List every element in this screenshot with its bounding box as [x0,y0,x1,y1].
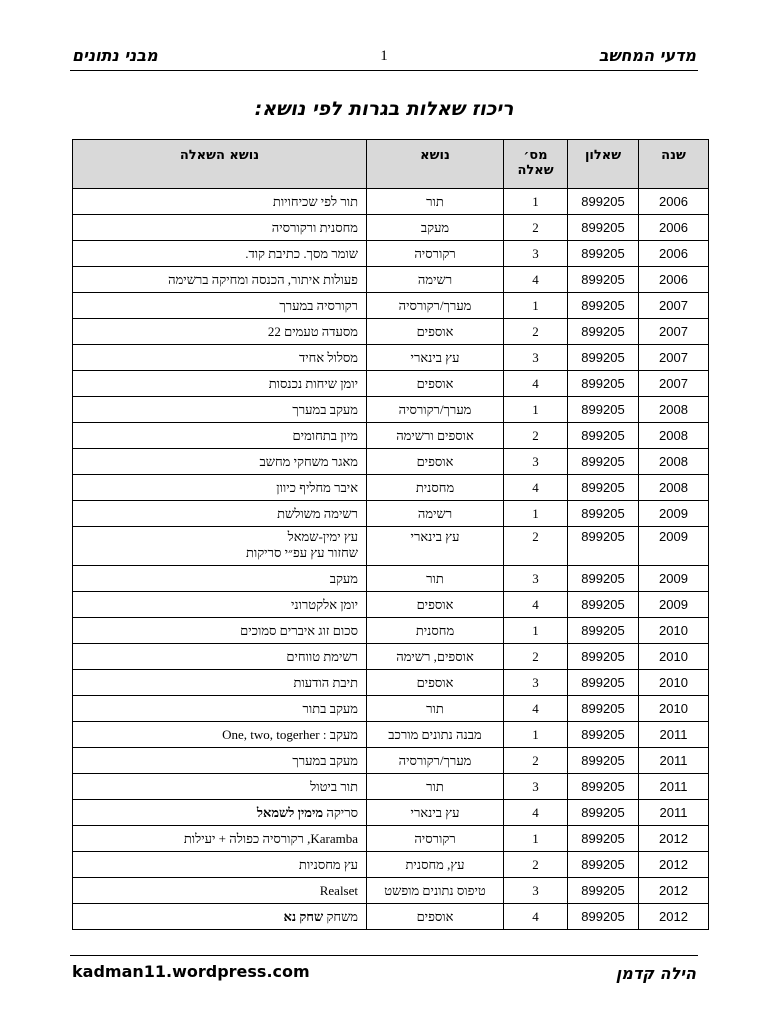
subject-text: תור ביטול [310,778,358,794]
subject-text-line2: שחזור עץ עפ״י סריקות [245,545,358,560]
table-body [73,189,709,930]
cell-subject [73,189,367,215]
table-row [73,878,709,904]
cell-paper: 899205 [568,670,639,696]
cell-year: 2012 [639,904,709,930]
cell-topic: עץ בינארי [367,527,504,566]
subject-text: מסעדה טעמים 22 [267,323,358,339]
subject-text: עץ מחסניות [298,856,358,872]
cell-year: 2009 [639,566,709,592]
table-header-row [73,140,709,189]
cell-topic: אוספים [367,670,504,696]
cell-qnum: 2 [504,215,568,241]
cell-year: 2008 [639,423,709,449]
cell-qnum: 4 [504,800,568,826]
cell-topic: עץ בינארי [367,345,504,371]
cell-year: 2006 [639,189,709,215]
cell-year: 2012 [639,852,709,878]
cell-topic: אוספים [367,449,504,475]
table-row [73,371,709,397]
cell-subject [73,800,367,826]
table-row [73,722,709,748]
cell-topic: אוספים ורשימה [367,423,504,449]
header-topic: מבני נתונים [72,46,158,65]
cell-topic: תור [367,566,504,592]
cell-topic: רקורסיה [367,826,504,852]
cell-subject [73,267,367,293]
cell-qnum: 3 [504,566,568,592]
subject-bold-text: מימין לשמאל [256,804,324,820]
cell-qnum: 4 [504,696,568,722]
table-row [73,800,709,826]
cell-subject [73,748,367,774]
cell-topic: תור [367,696,504,722]
table-row [73,319,709,345]
cell-paper: 899205 [568,904,639,930]
table-row [73,345,709,371]
footer-website: kadman11.wordpress.com [72,962,310,981]
cell-year: 2010 [639,696,709,722]
cell-qnum: 1 [504,722,568,748]
table-row [73,748,709,774]
cell-qnum: 3 [504,449,568,475]
cell-qnum: 3 [504,670,568,696]
cell-topic: רשימה [367,501,504,527]
page-footer [70,955,698,986]
cell-topic: מערך/רקורסיה [367,748,504,774]
table-row [73,449,709,475]
cell-qnum: 1 [504,501,568,527]
subject-bold-text: שחק נא [283,908,324,924]
subject-text: מסלול אחיד [299,349,358,365]
subject-text: יומן אלקטרוני [290,596,358,612]
cell-year: 2009 [639,527,709,566]
subject-text: מעקב [329,570,358,586]
cell-topic: מערך/רקורסיה [367,293,504,319]
cell-paper: 899205 [568,475,639,501]
cell-year: 2007 [639,371,709,397]
col-header-subject: נושא השאלה [73,140,367,189]
subject-text: פעולות איתור, הכנסה ומחיקה ברשימה [168,271,358,287]
cell-year: 2007 [639,345,709,371]
cell-topic: עץ בינארי [367,800,504,826]
cell-qnum: 2 [504,644,568,670]
subject-text: מעקב במערך [292,752,358,768]
col-header-paper: שאלון [568,140,639,189]
cell-year: 2011 [639,774,709,800]
header-subject: מדעי המחשב [598,46,696,65]
cell-qnum: 2 [504,527,568,566]
cell-qnum: 1 [504,293,568,319]
subject-text: תיבת הודעות [293,674,358,690]
subject-text: רשימה משולשת [277,505,358,521]
cell-subject [73,319,367,345]
page-header [70,44,698,71]
page-title: ריכוז שאלות בגרות לפי נושא: [254,98,514,120]
col-header-qnum: מס׳ שאלה [504,140,568,189]
cell-paper: 899205 [568,319,639,345]
cell-paper: 899205 [568,501,639,527]
questions-table [72,139,709,930]
cell-topic: טיפוס נתונים מופשט [367,878,504,904]
table-row [73,397,709,423]
cell-paper: 899205 [568,527,639,566]
cell-paper: 899205 [568,748,639,774]
table-row [73,527,709,566]
cell-year: 2008 [639,449,709,475]
cell-topic: אוספים [367,904,504,930]
cell-subject [73,527,367,566]
cell-qnum: 2 [504,423,568,449]
cell-subject [73,696,367,722]
cell-subject [73,371,367,397]
cell-paper: 899205 [568,293,639,319]
table-row [73,189,709,215]
table-row [73,501,709,527]
cell-qnum: 4 [504,475,568,501]
subject-text: מעקב בתור [302,700,358,716]
col-header-year: שנה [639,140,709,189]
cell-year: 2007 [639,319,709,345]
cell-topic: רשימה [367,267,504,293]
cell-paper: 899205 [568,800,639,826]
table-row [73,904,709,930]
cell-subject [73,215,367,241]
subject-text: מעקב במערך [292,401,358,417]
subject-text: Karamba, רקורסיה כפולה + יעילות [183,830,358,846]
cell-paper: 899205 [568,423,639,449]
cell-subject [73,878,367,904]
cell-paper: 899205 [568,878,639,904]
cell-subject [73,475,367,501]
table-row [73,696,709,722]
cell-year: 2011 [639,800,709,826]
cell-year: 2012 [639,878,709,904]
cell-year: 2012 [639,826,709,852]
cell-paper: 899205 [568,826,639,852]
subject-text: Realset [319,882,358,898]
cell-qnum: 1 [504,189,568,215]
table-row [73,475,709,501]
cell-year: 2006 [639,267,709,293]
table-row [73,670,709,696]
cell-subject [73,774,367,800]
subject-text: תור לפי שכיחויות [272,193,358,209]
cell-paper: 899205 [568,215,639,241]
cell-qnum: 2 [504,748,568,774]
subject-text: איבר מחליף כיוון [276,479,358,495]
cell-topic: אוספים [367,592,504,618]
cell-paper: 899205 [568,592,639,618]
cell-topic: מבנה נתונים מורכב [367,722,504,748]
cell-year: 2010 [639,644,709,670]
subject-text: סכום זוג איברים סמוכים [240,622,358,638]
cell-paper: 899205 [568,852,639,878]
subject-text: מעקב : One, two, togerher [222,726,358,742]
footer-author: הילה קדמן [615,964,696,983]
cell-year: 2007 [639,293,709,319]
cell-qnum: 1 [504,397,568,423]
cell-subject [73,449,367,475]
cell-topic: מערך/רקורסיה [367,397,504,423]
table-row [73,423,709,449]
cell-year: 2006 [639,241,709,267]
cell-paper: 899205 [568,267,639,293]
page-number: 1 [380,48,388,64]
cell-qnum: 3 [504,878,568,904]
cell-subject [73,293,367,319]
cell-year: 2011 [639,748,709,774]
cell-subject [73,644,367,670]
cell-year: 2010 [639,618,709,644]
table-row [73,852,709,878]
cell-topic: מחסנית [367,618,504,644]
cell-subject [73,397,367,423]
cell-subject [73,501,367,527]
cell-year: 2009 [639,501,709,527]
subject-text: מיון בתחומים [292,427,358,443]
cell-subject [73,722,367,748]
table-row [73,267,709,293]
subject-text: רקורסיה במערך [279,297,358,313]
table-row [73,774,709,800]
table-row [73,566,709,592]
cell-topic: מחסנית [367,475,504,501]
subject-text: רשימת טווחים [286,648,358,664]
cell-topic: אוספים [367,319,504,345]
cell-topic: רקורסיה [367,241,504,267]
cell-qnum: 1 [504,826,568,852]
cell-subject [73,904,367,930]
table-row [73,215,709,241]
cell-paper: 899205 [568,618,639,644]
subject-text: מאגר משחקי מחשב [259,453,358,469]
cell-year: 2010 [639,670,709,696]
cell-subject [73,423,367,449]
cell-qnum: 2 [504,319,568,345]
cell-qnum: 3 [504,774,568,800]
table-row [73,618,709,644]
cell-paper: 899205 [568,397,639,423]
cell-paper: 899205 [568,449,639,475]
cell-year: 2008 [639,397,709,423]
cell-year: 2011 [639,722,709,748]
cell-paper: 899205 [568,566,639,592]
cell-topic: תור [367,774,504,800]
cell-paper: 899205 [568,241,639,267]
subject-text: סריקה [323,804,358,820]
subject-text: מחסנית ורקורסיה [271,219,358,235]
col-header-topic: נושא [367,140,504,189]
cell-year: 2009 [639,592,709,618]
cell-year: 2006 [639,215,709,241]
cell-qnum: 4 [504,267,568,293]
cell-subject [73,826,367,852]
table-row [73,826,709,852]
subject-text: עץ ימין-שמאל [287,529,358,544]
cell-qnum: 3 [504,345,568,371]
cell-year: 2008 [639,475,709,501]
cell-qnum: 4 [504,592,568,618]
table-row [73,644,709,670]
cell-subject [73,566,367,592]
cell-paper: 899205 [568,774,639,800]
table-row [73,293,709,319]
cell-topic: אוספים, רשימה [367,644,504,670]
subject-text: יומן שיחות נכנסות [268,375,358,391]
cell-qnum: 3 [504,241,568,267]
cell-paper: 899205 [568,345,639,371]
cell-paper: 899205 [568,371,639,397]
cell-qnum: 2 [504,852,568,878]
cell-topic: עץ, מחסנית [367,852,504,878]
table-row [73,592,709,618]
subject-text: משחק [323,908,358,924]
cell-qnum: 4 [504,904,568,930]
subject-text: שומר מסך. כתיבת קוד. [245,245,358,261]
cell-subject [73,241,367,267]
cell-topic: מעקב [367,215,504,241]
cell-subject [73,852,367,878]
cell-subject [73,618,367,644]
cell-subject [73,345,367,371]
cell-qnum: 4 [504,371,568,397]
cell-topic: אוספים [367,371,504,397]
table-row [73,241,709,267]
cell-qnum: 1 [504,618,568,644]
cell-paper: 899205 [568,696,639,722]
cell-paper: 899205 [568,644,639,670]
cell-paper: 899205 [568,722,639,748]
cell-topic: תור [367,189,504,215]
cell-subject [73,670,367,696]
cell-paper: 899205 [568,189,639,215]
cell-subject [73,592,367,618]
